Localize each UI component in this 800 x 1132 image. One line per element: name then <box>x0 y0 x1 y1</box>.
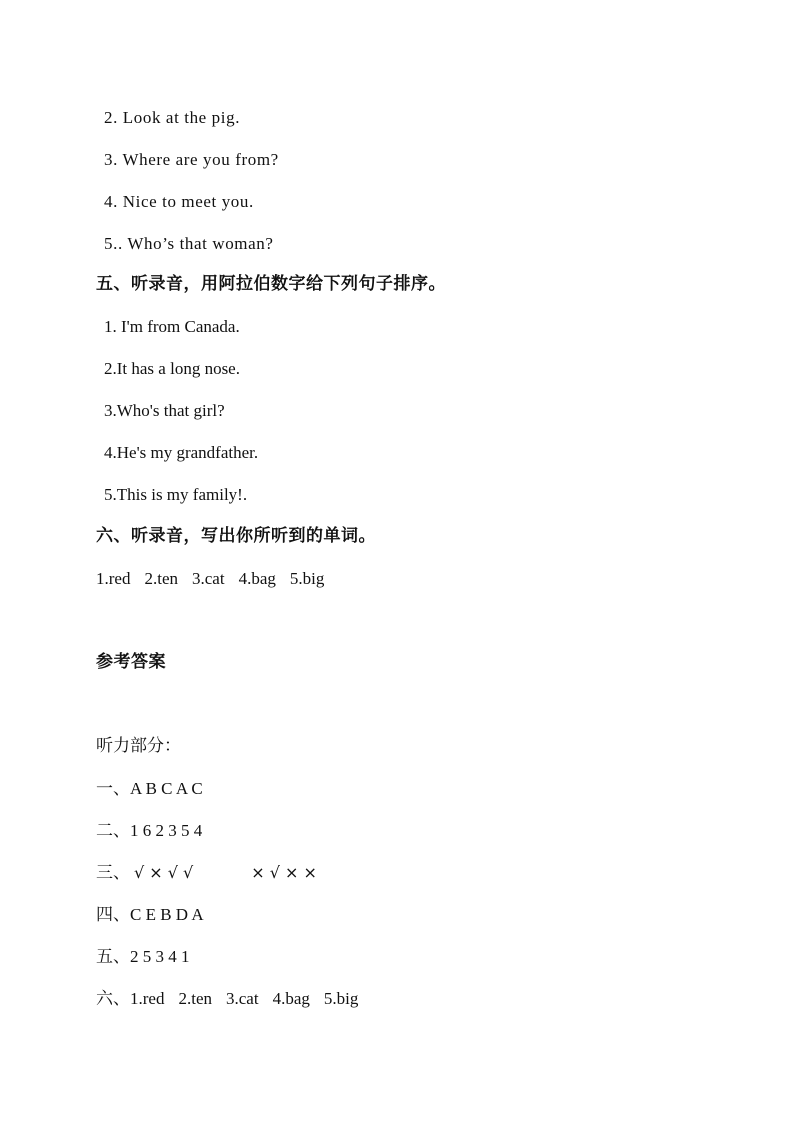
section6-word-4: 4.bag <box>238 569 276 588</box>
section6-words <box>96 570 324 587</box>
section5-item-3: 3.Who's that girl? <box>104 401 225 420</box>
answer-5: 五、2 5 3 4 1 <box>96 947 190 966</box>
answer-4: 四、C E B D A <box>96 905 204 924</box>
answers-title: 参考答案 <box>96 652 166 672</box>
answers-subtitle: 听力部分： <box>96 736 181 756</box>
section4-item-4: 4. Nice to meet you. <box>104 192 254 211</box>
answer-3-prefix: 三、 <box>96 863 130 882</box>
section6-word-1: 1.red <box>96 569 131 588</box>
section6-heading: 六、听录音，写出你所听到的单词。 <box>96 526 376 546</box>
section6-word-5: 5.big <box>289 569 325 588</box>
answer-6-word-4: 4.bag <box>272 989 310 1008</box>
answer-3 <box>96 864 317 881</box>
answer-6 <box>96 990 358 1007</box>
answer-3-group-2: × √ × × <box>251 863 317 882</box>
section4-item-3: 3. Where are you from? <box>104 150 279 169</box>
section4-item-5: 5.. Who’s that woman? <box>104 234 274 253</box>
answer-6-word-2: 2.ten <box>178 989 212 1008</box>
answer-3-group-1: √ × √ √ <box>134 863 194 882</box>
answer-6-word-3: 3.cat <box>226 989 259 1008</box>
answer-6-prefix: 六、 <box>96 989 130 1008</box>
section5-item-2: 2.It has a long nose. <box>104 359 240 378</box>
answer-6-word-5: 5.big <box>323 989 359 1008</box>
section4-item-2: 2. Look at the pig. <box>104 108 241 127</box>
answer-1: 一、A B C A C <box>96 779 203 798</box>
section6-word-3: 3.cat <box>192 569 225 588</box>
section6-word-2: 2.ten <box>144 569 178 588</box>
section5-item-1: 1. I'm from Canada. <box>104 317 240 336</box>
answer-2: 二、1 6 2 3 5 4 <box>96 821 203 840</box>
section5-heading: 五、听录音，用阿拉伯数字给下列句子排序。 <box>96 274 446 294</box>
answer-6-word-1: 1.red <box>130 989 165 1008</box>
section5-item-4: 4.He's my grandfather. <box>104 443 259 462</box>
section5-item-5: 5.This is my family!. <box>104 485 248 504</box>
